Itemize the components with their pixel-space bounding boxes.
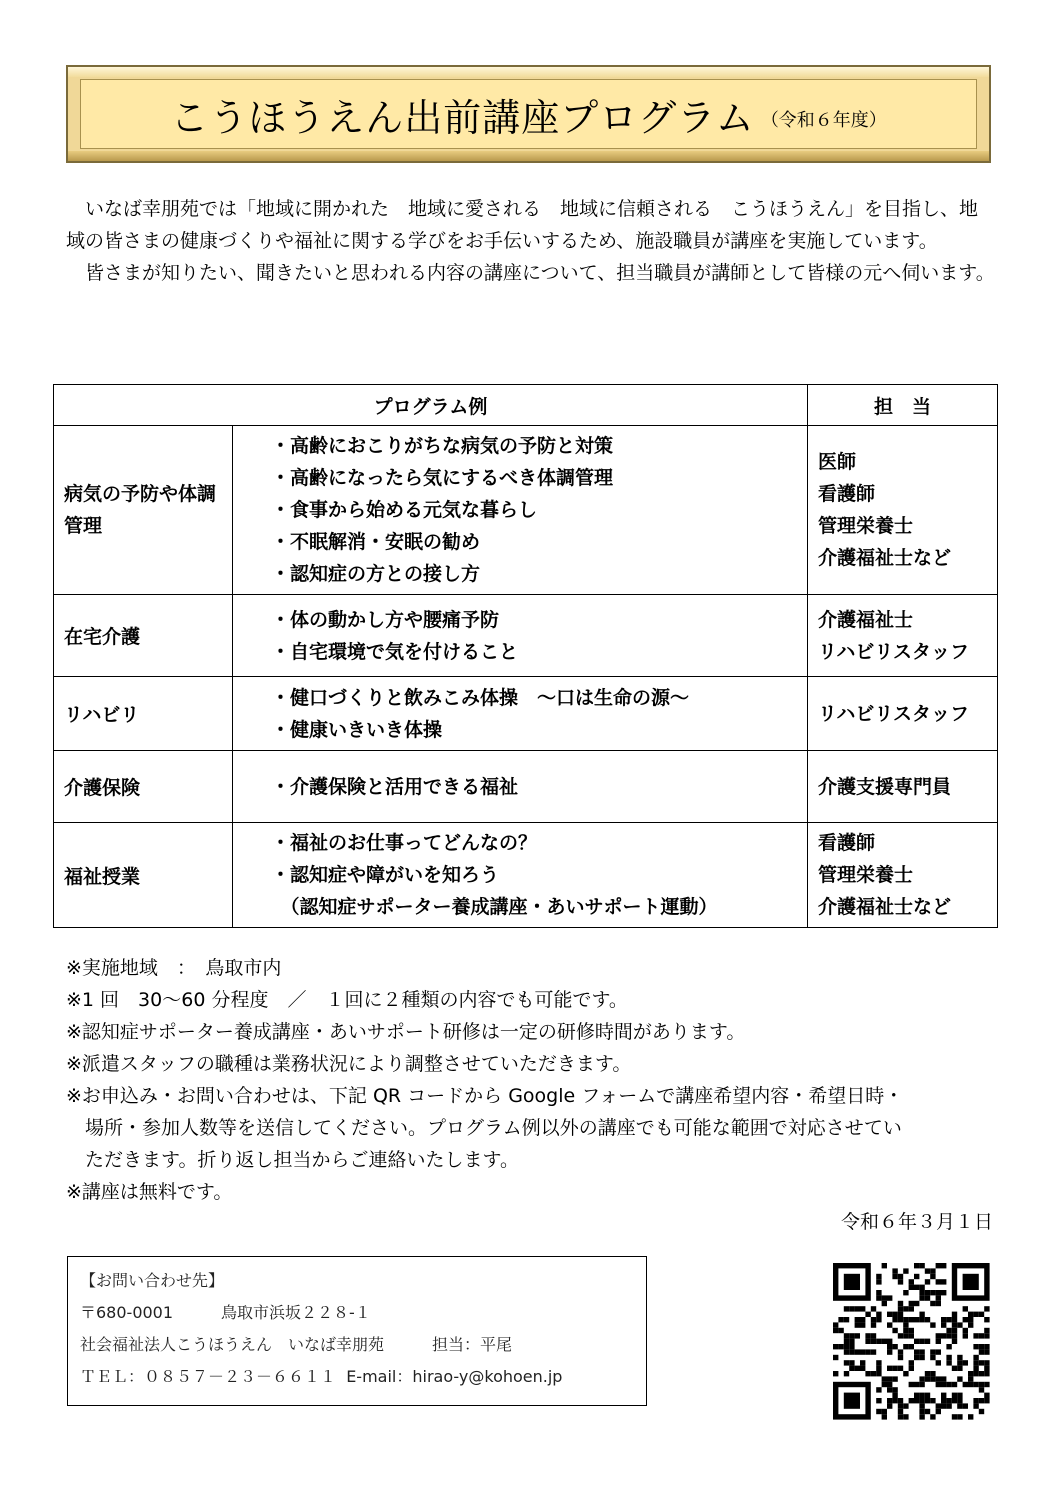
category-cell: 介護保険 bbox=[54, 751, 233, 823]
staff-cell bbox=[808, 677, 998, 751]
title-inner bbox=[80, 79, 977, 149]
intro-paragraph-2: 皆さまが知りたい、聞きたいと思われる内容の講座について、担当職員が講師として皆様の元へ伺います。 bbox=[85, 262, 995, 284]
staff-cell bbox=[808, 595, 998, 677]
staff-item: 介護福祉士 bbox=[818, 608, 914, 631]
contact-postal: 〒680-0001 bbox=[80, 1303, 174, 1322]
header-staff: 担 当 bbox=[808, 385, 998, 426]
note-line: ※講座は無料です。 bbox=[66, 1181, 233, 1203]
staff-item: リハビリスタッフ bbox=[818, 640, 970, 663]
staff-item: 看護師 bbox=[818, 483, 876, 505]
note-line: 場所・参加人数等を送信してください。プログラム例以外の講座でも可能な範囲で対応させてい bbox=[85, 1117, 902, 1139]
staff-cell bbox=[808, 823, 998, 928]
staff-cell bbox=[808, 751, 998, 823]
note-line: ※お申込み・お問い合わせは、下記 QR コードから Google フォームで講座希望内容・希望日時・ bbox=[66, 1085, 904, 1107]
contact-address-line bbox=[80, 1297, 634, 1329]
program-item: ・体の動かし方や腰痛予防 bbox=[271, 608, 500, 631]
program-item: ・高齢になったら気にするべき体調管理 bbox=[271, 467, 614, 489]
contact-tel: ＴＥＬ：０８５７－２３－６６１１ bbox=[80, 1367, 337, 1386]
note-line: ※実施地域 ： 鳥取市内 bbox=[66, 957, 282, 979]
program-item: ・食事から始める元気な暮らし bbox=[271, 499, 538, 521]
program-item: （認知症サポーター養成講座・あいサポート運動） bbox=[271, 896, 718, 918]
contact-phone-line bbox=[80, 1361, 634, 1393]
items-cell bbox=[233, 751, 808, 823]
staff-item: 看護師 bbox=[818, 832, 876, 854]
note-line: ※1 回 30～60 分程度 ／ １回に２種類の内容でも可能です。 bbox=[66, 989, 628, 1011]
program-item: ・介護保険と活用できる福祉 bbox=[271, 775, 519, 798]
title-bevel-top bbox=[68, 67, 989, 77]
contact-person: 担当：平尾 bbox=[432, 1335, 513, 1354]
items-cell bbox=[233, 426, 808, 595]
note-line: ただきます。折り返し担当からご連絡いたします。 bbox=[85, 1149, 519, 1171]
category-cell: 在宅介護 bbox=[54, 595, 233, 677]
category-cell: 福祉授業 bbox=[54, 823, 233, 928]
issue-date: 令和６年３月１日 bbox=[840, 1211, 993, 1233]
contact-org: 社会福祉法人こうほうえん いなば幸朋苑 bbox=[80, 1335, 385, 1354]
qr-code-graphic bbox=[833, 1263, 995, 1420]
contact-address: 鳥取市浜坂２２８-１ bbox=[221, 1303, 371, 1322]
notes bbox=[66, 952, 1001, 1208]
program-table-header bbox=[54, 385, 998, 426]
table-row bbox=[54, 426, 998, 595]
contact-email: E-mail：hirao-y@kohoen.jp bbox=[346, 1367, 563, 1386]
items-cell bbox=[233, 595, 808, 677]
contact-heading: 【お問い合わせ先】 bbox=[80, 1271, 225, 1290]
program-item: ・高齢におこりがちな病気の予防と対策 bbox=[271, 435, 614, 457]
note-line: ※派遣スタッフの職種は業務状況により調整させていただきます。 bbox=[66, 1053, 632, 1075]
table-row bbox=[54, 751, 998, 823]
staff-item: 管理栄養士 bbox=[818, 864, 914, 886]
items-cell bbox=[233, 677, 808, 751]
qr-code-icon[interactable] bbox=[833, 1263, 995, 1420]
table-row bbox=[54, 677, 998, 751]
items-cell bbox=[233, 823, 808, 928]
program-item: ・自宅環境で気を付けること bbox=[271, 640, 519, 663]
contact-org-line bbox=[80, 1329, 634, 1361]
page-title-year: （令和６年度） bbox=[760, 110, 887, 131]
intro-paragraph-1: いなば幸朋苑では「地域に開かれた 地域に愛される 地域に信頼される こうほうえん」を目指し、地域の皆さまの健康づくりや福祉に関する学びをお手伝いするため、施設職員が講座を実施しています。 bbox=[66, 198, 979, 252]
table-row bbox=[54, 595, 998, 677]
program-item: ・健康いきいき体操 bbox=[271, 718, 443, 741]
staff-item: 医師 bbox=[818, 451, 857, 473]
staff-item: 介護福祉士など bbox=[818, 547, 952, 569]
page-title: こうほうえん出前講座プログラム bbox=[170, 95, 755, 140]
program-item: ・健口づくりと飲みこみ体操 ～口は生命の源～ bbox=[271, 686, 690, 709]
staff-item: リハビリスタッフ bbox=[818, 702, 970, 725]
program-table bbox=[53, 384, 998, 928]
program-item: ・福祉のお仕事ってどんなの？ bbox=[271, 832, 538, 854]
staff-cell bbox=[808, 426, 998, 595]
title-bevel-bottom bbox=[68, 151, 989, 161]
staff-item: 介護支援専門員 bbox=[818, 775, 952, 798]
table-row bbox=[54, 823, 998, 928]
intro-text bbox=[66, 193, 996, 289]
header-program: プログラム例 bbox=[54, 385, 808, 426]
category-cell: リハビリ bbox=[54, 677, 233, 751]
program-item: ・不眠解消・安眠の勧め bbox=[271, 531, 481, 553]
category-cell: 病気の予防や体調管理 bbox=[54, 426, 233, 595]
title-banner bbox=[66, 65, 991, 163]
contact-box bbox=[67, 1256, 647, 1406]
program-item: ・認知症や障がいを知ろう bbox=[271, 864, 500, 886]
note-line: ※認知症サポーター養成講座・あいサポート研修は一定の研修時間があります。 bbox=[66, 1021, 746, 1043]
staff-item: 管理栄養士 bbox=[818, 515, 914, 537]
staff-item: 介護福祉士など bbox=[818, 896, 952, 918]
program-item: ・認知症の方との接し方 bbox=[271, 563, 481, 585]
